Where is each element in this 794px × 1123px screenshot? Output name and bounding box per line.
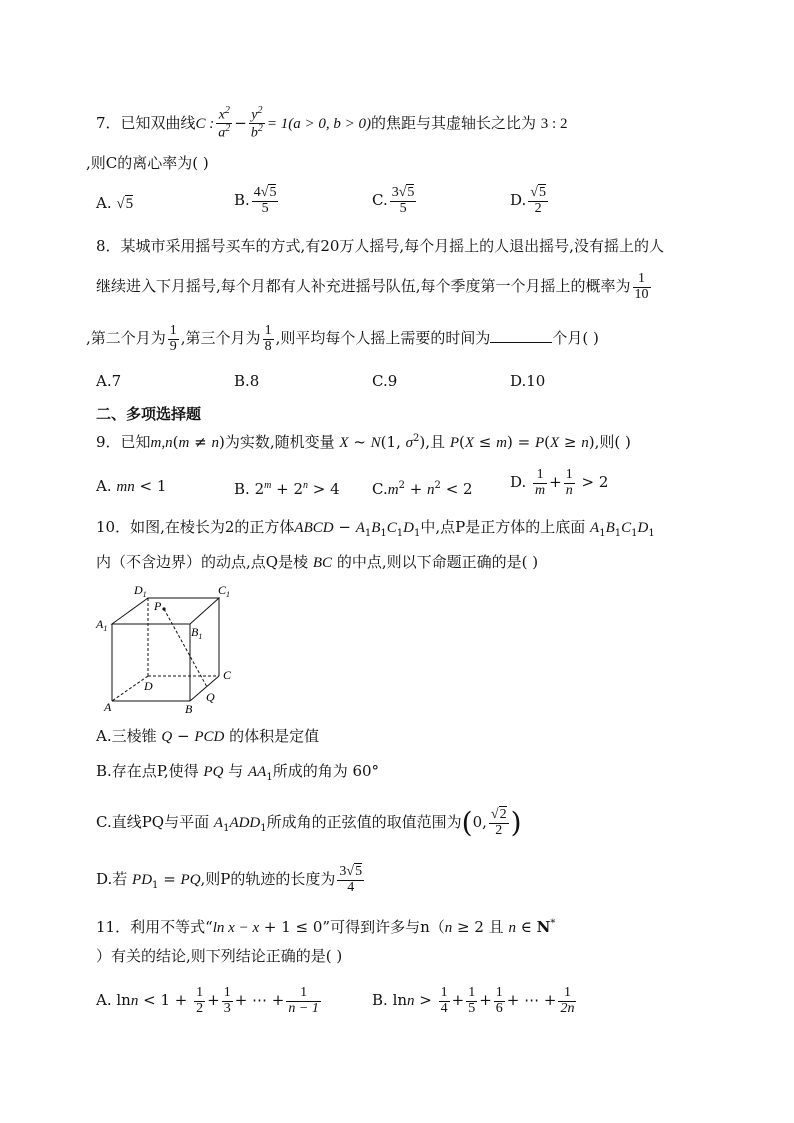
q9-option-a: A. mn < 1 [96,477,167,495]
q9-option-d: D. $\frac{1}{m}$ + $\frac{1}{n}$ > 2 [510,467,609,498]
q10-option-a: A.三棱锥 Q − PCD 的体积是定值 [96,727,320,745]
q7-ratio: 3 : 2 [540,115,568,132]
q7-stem: 7．已知双曲线 [96,113,196,132]
q7-option-a: A. √5 [96,194,134,212]
q9-option-c: $C.m^2 + n^2 < 2$ [372,480,473,498]
label-b1: $B_1$ [191,625,203,641]
q7-line2: ,则C的离心率为( ) [86,154,209,172]
label-a1: $A_1$ [96,617,108,633]
cube-figure [92,580,242,715]
section-heading: 二、多项选择题 [96,405,202,423]
q7-stem-post: 的焦距与其虚轴长之比为 [370,113,536,132]
q10-option-d: D.若 $PD_1$ = PQ,则P的轨迹的长度为 $\frac{3√5}{4}$ [96,864,363,895]
q7-option-b: B. $\frac{4√5}{5}$ [234,185,277,216]
q7-curve-name: C : [195,115,215,132]
q8-line3: ,第二个月为 $\frac{1}{9}$ ,第三个月为 $\frac{1}{8}$ ,则平均每个人摇上需要的时间为 个月( ) [86,323,599,354]
q10-line2: 内（不含边界）的动点,点Q是棱 BC 的中点,则以下命题正确的是( ) [96,553,539,571]
q10-line1: 10．如图,在棱长为2的正方体ABCD − $A_1B_1C_1D_1$中,点P是正方体的上底面 $A_1B_1C_1D_1$ [96,518,655,539]
label-q: Q [206,690,215,704]
q8-option-d: D.10 [510,372,546,390]
q8-option-c: C.9 [372,372,398,390]
q8-prob-2: $\frac{1}{9}$ [169,323,177,354]
q7-line1: 7．已知双曲线C : $\frac{x^2}{a^2}$ − $\frac{y^2}{b^2}$ = 1(a > 0, b > 0)的焦距与其虚轴长之比为 3 : 2 [96,105,568,141]
q7-fraction-y: $\frac{y^2}{b^2}$ [250,105,263,141]
q11-option-b: B. lnn > $\frac{1}{4}$ + $\frac{1}{5}$ + $\frac{1}{6}$ + ⋯ + $\frac{1}{2n}$ [372,985,575,1016]
q9-line1: 9．已知m,n(m ≠ n)为实数,随机变量 X ~ N(1, $\sigma^2$),且 P(X ≤ m) = P(X ≥ n),则( ) [96,433,631,451]
q11-line1: 11．利用不等式“ln x − x + 1 ≤ 0”可得到许多与n（n ≥ 2 且 n ∈ N* [96,918,556,936]
q11-option-a: A. lnn < 1 + $\frac{1}{2}$ + $\frac{1}{3}$ + ⋯ + $\frac{1}{n - 1}$ [96,985,319,1016]
q7-fraction-x: $\frac{x^2}{a^2}$ [218,105,231,141]
label-b: B [185,702,193,715]
q8-prob-1: $\frac{1}{10}$ [634,271,649,302]
q8-option-b: B.8 [234,372,260,390]
q8-line1: 8．某城市采用摇号买车的方式,有20万人摇号,每个月摇上的人退出摇号,没有摇上的人 [96,237,664,255]
q7-condition: = 1(a > 0, b > 0) [266,115,371,132]
label-d1: $D_1$ [134,583,147,599]
q8-answer-blank [490,328,552,343]
q10-option-b: B.存在点P,使得 PQ 与 $AA_1$所成的角为 60° [96,762,380,783]
label-a: A [104,700,112,714]
label-p: P [154,599,162,613]
q11-line2: ）有关的结论,则下列结论正确的是( ) [96,947,343,965]
q7-option-c: C. $\frac{3√5}{5}$ [372,185,415,216]
q8-line2: 继续进入下月摇号,每个月都有人补充进摇号队伍,每个季度第一个月摇上的概率为 $\frac{1}{10}$ [96,271,649,302]
q9-option-b: B. $2^m + 2^n > 4$ [234,480,340,498]
q7-option-d: D. $\frac{√5}{2}$ [510,185,546,216]
label-c1: $C_1$ [218,583,231,599]
q8-prob-3: $\frac{1}{8}$ [264,323,272,354]
label-c: C [223,668,232,682]
q10-option-c: C.直线PQ与平面 $A_1ADD_1$所成角的正弦值的取值范围为(0, $\frac{√2}{2}$ ) [96,806,522,840]
label-d: D [144,679,153,693]
q8-option-a: A.7 [96,372,122,390]
